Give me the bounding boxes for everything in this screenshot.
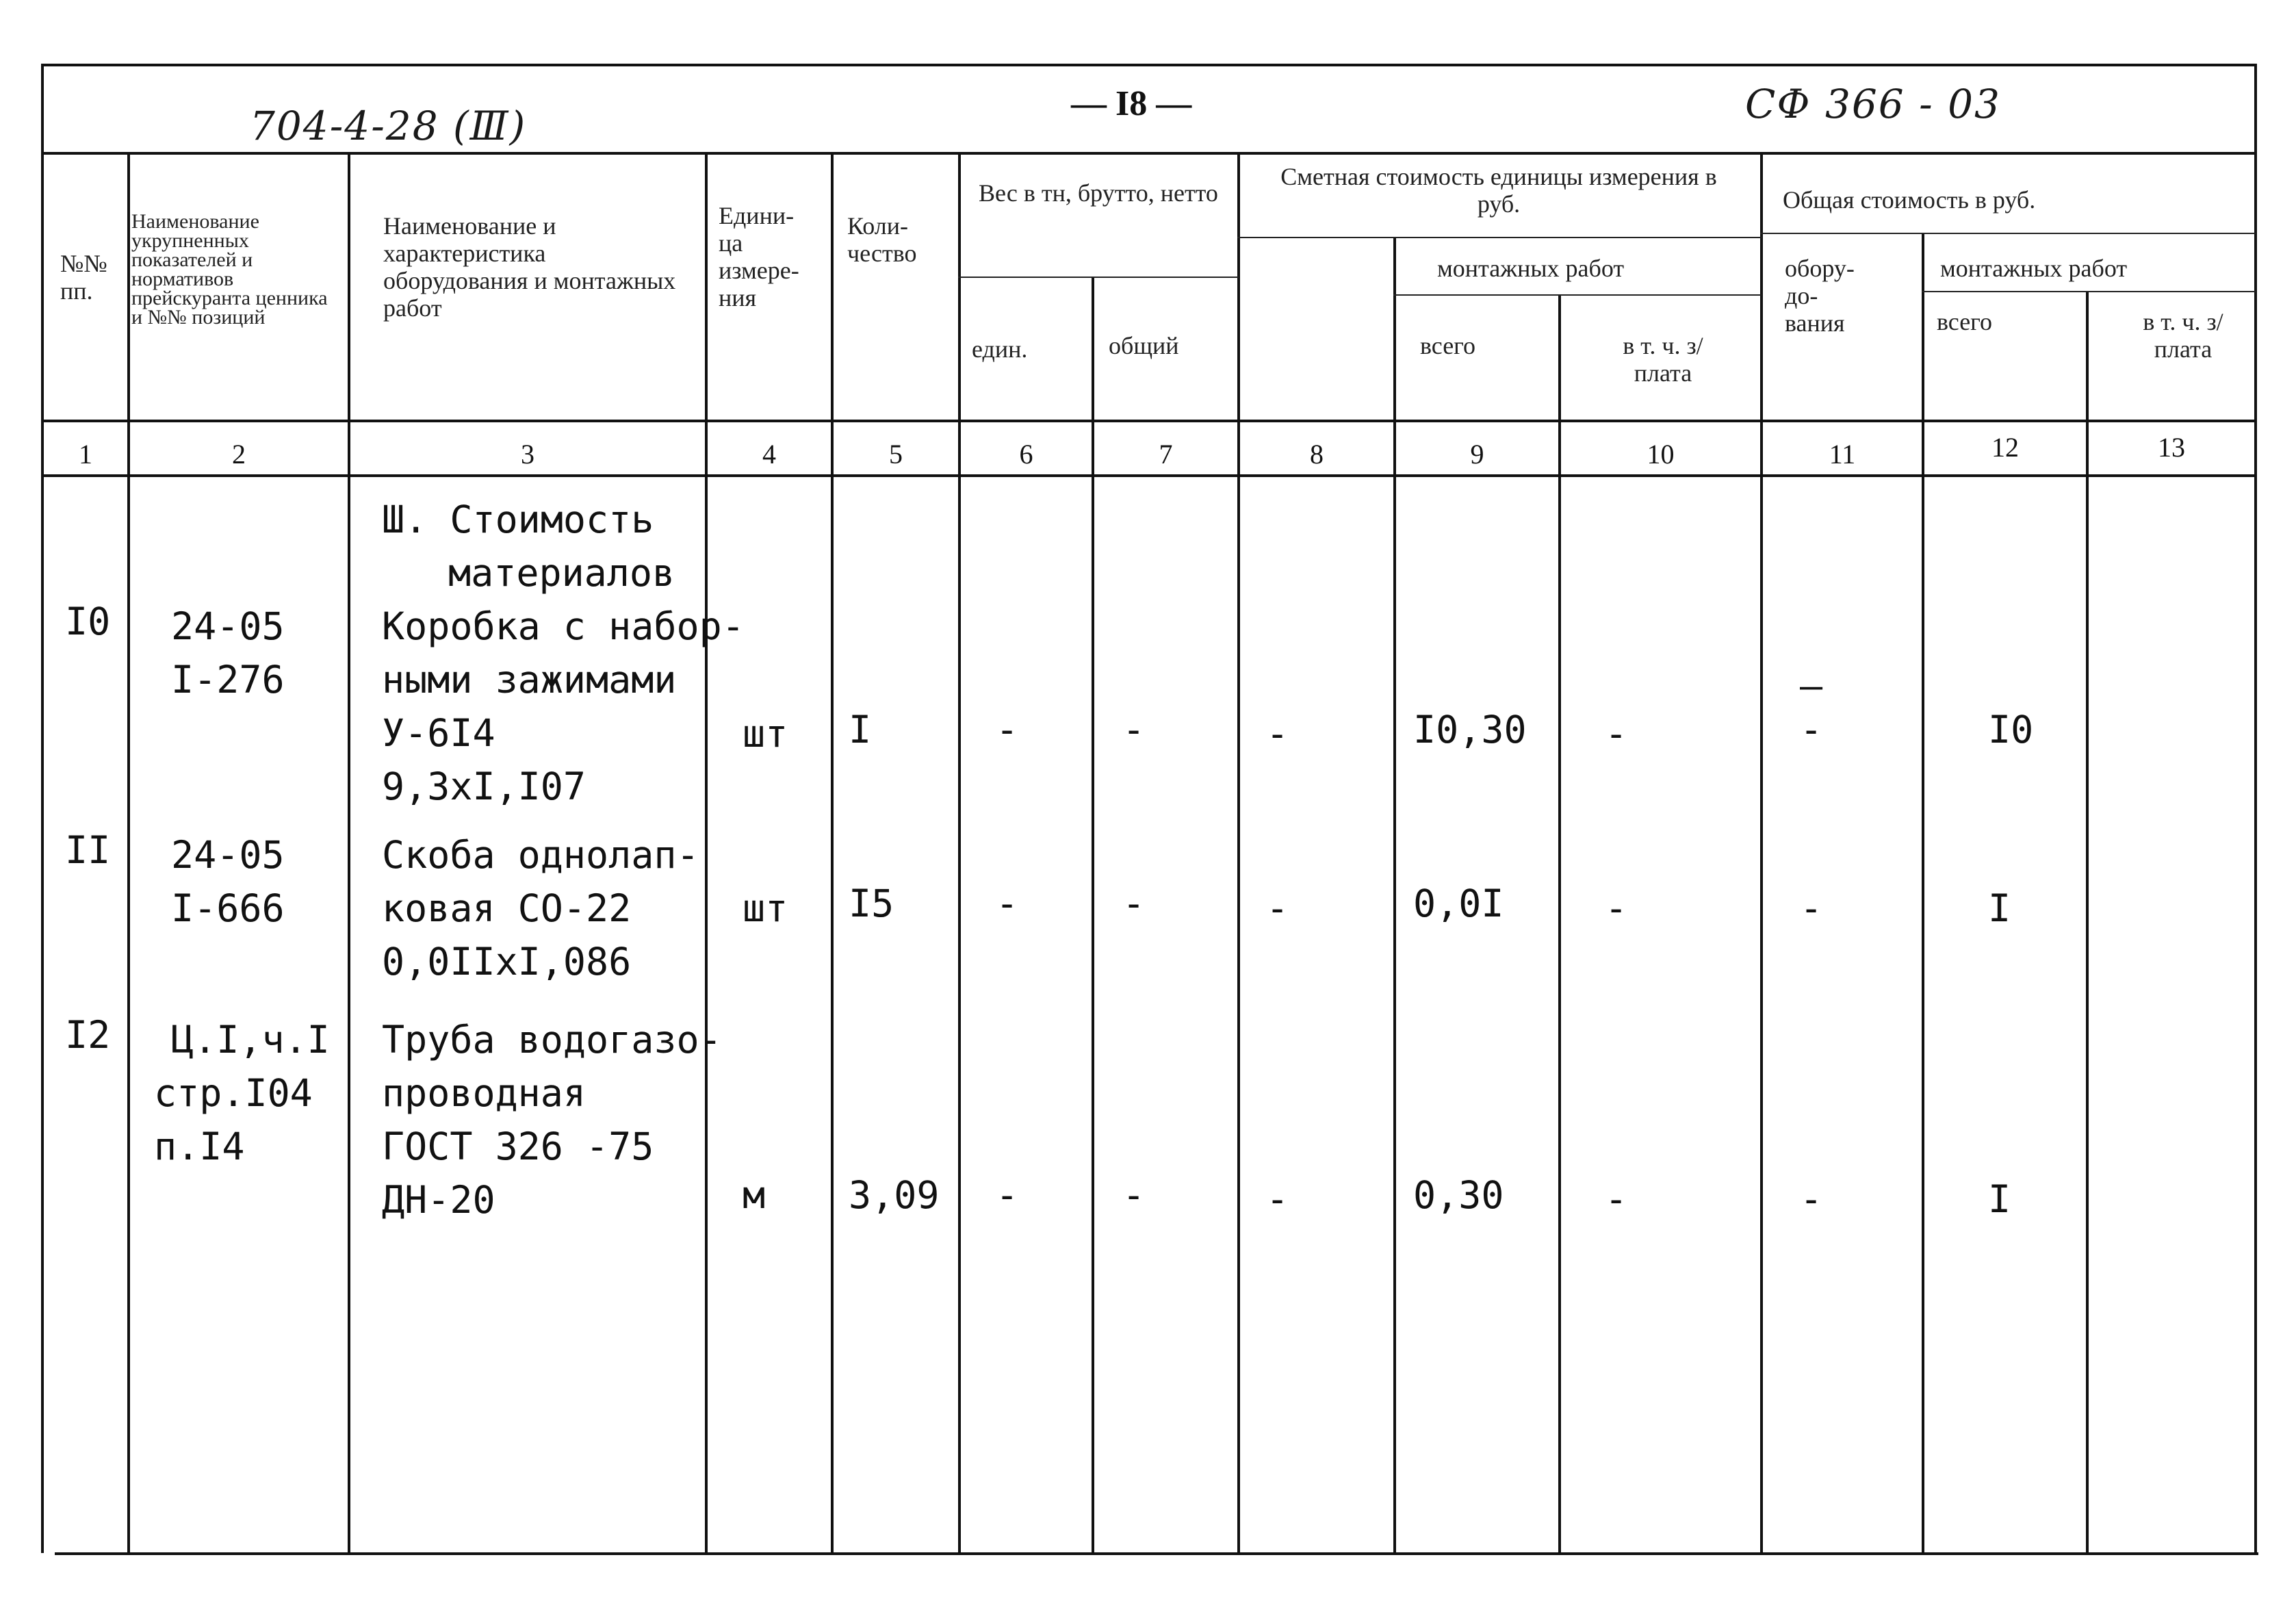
colnum-6: 6: [1019, 439, 1033, 470]
header-col-13: в т. ч. з/плата: [2143, 308, 2223, 363]
col-line-3: [705, 152, 708, 1552]
row-name-line-1: Скоба однолап-: [382, 833, 699, 877]
page-number: — I8 —: [1071, 84, 1192, 123]
colnum-3: 3: [521, 439, 534, 470]
frame-left: [41, 64, 44, 1553]
header-col-10: в т. ч. з/плата: [1623, 332, 1703, 387]
header-total-group: Общая стоимость в руб.: [1783, 186, 2036, 214]
row-name-line-2: ковая СО-22: [382, 886, 632, 930]
header-col-12: всего: [1937, 308, 1993, 335]
row-unit: м: [743, 1173, 766, 1217]
col-line-12: [2086, 291, 2089, 1552]
row-name-line-4: 9,3xI,I07: [382, 765, 586, 808]
header-cost-group: Сметная стоимость единицы измерения в руб.: [1280, 163, 1717, 218]
row-ref-line-2: I-276: [171, 658, 285, 702]
sheet-code: СФ 366 - 03: [1745, 81, 2001, 127]
colnum-4: 4: [762, 439, 776, 470]
cost-group-line: [1237, 237, 1762, 238]
row-col11: -: [1800, 1177, 1823, 1221]
row-col9: 0,0I: [1413, 882, 1504, 925]
row-col12: I0: [1988, 708, 2034, 752]
row-col10: -: [1605, 712, 1628, 756]
row-number: II: [65, 828, 111, 872]
row-col8: -: [1266, 1177, 1289, 1221]
row-qty: 3,09: [849, 1173, 940, 1217]
header-total-install-group: монтажных работ: [1940, 255, 2128, 282]
col-line-7: [1237, 152, 1240, 1552]
colnum-9: 9: [1470, 439, 1484, 470]
row-name-line-2: ными зажимами: [382, 658, 677, 702]
row-name-line-1: Коробка с набор-: [382, 604, 745, 648]
col-line-10: [1760, 152, 1763, 1552]
header-weight-group: Вес в тн, брутто, нетто: [979, 179, 1218, 207]
row-col11: -: [1800, 886, 1823, 930]
header-col-4: Едини-ца измере-ния: [719, 202, 799, 311]
col-line-8: [1393, 238, 1396, 1552]
row-col8: -: [1266, 712, 1289, 756]
colnum-8: 8: [1310, 439, 1324, 470]
row-ref-line-1: 24-05: [171, 833, 285, 877]
install-group-line: [1393, 294, 1762, 296]
row-unit: шт: [743, 886, 788, 930]
colnum-1: 1: [79, 439, 92, 470]
row-unit: шт: [743, 712, 788, 756]
total-install-line: [1922, 291, 2256, 292]
header-col-6: един.: [972, 335, 1028, 363]
colnum-10: 10: [1647, 439, 1675, 470]
row-weight-unit: -: [996, 882, 1019, 925]
row-name-line-3: ГОСТ 326 -75: [382, 1125, 654, 1168]
row-col9: I0,30: [1413, 708, 1527, 752]
row-weight-total: -: [1122, 882, 1146, 925]
colnum-bottom-border: [41, 474, 2257, 477]
frame-bottom: [55, 1552, 2258, 1555]
total-group-line: [1760, 233, 2256, 234]
row-name-line-3: 0,0IIxI,086: [382, 940, 632, 984]
row-ref-line-3: п.I4: [154, 1125, 245, 1168]
row-col12: I: [1988, 886, 2011, 930]
row-col11: -: [1800, 708, 1823, 752]
row-ref-line-2: стр.I04: [154, 1071, 313, 1115]
header-install-group: монтажных работ: [1437, 255, 1625, 282]
row-number: I2: [65, 1013, 111, 1057]
colnum-5: 5: [889, 439, 903, 470]
colnum-13: 13: [2158, 432, 2185, 463]
section-title-line-1: Ш. Стоимость: [382, 498, 654, 541]
header-col-2: Наименование укрупненных показателей и нормативов прейскуранта ценника и №№ позиций: [131, 210, 328, 329]
row-weight-total: -: [1122, 708, 1146, 752]
row-qty: I5: [849, 882, 894, 925]
col-line-5: [958, 152, 961, 1552]
colnum-12: 12: [1991, 432, 2019, 463]
row-weight-unit: -: [996, 708, 1019, 752]
header-col-1: №№ пп.: [60, 250, 107, 305]
col-line-4: [831, 152, 834, 1552]
row-ref-line-1: Ц.I,ч.I: [171, 1018, 330, 1062]
row-weight-unit: -: [996, 1173, 1019, 1217]
header-col-7: общий: [1109, 332, 1179, 359]
colnum-2: 2: [232, 439, 246, 470]
row-col12: I: [1988, 1177, 2011, 1221]
section-title-line-2: материалов: [448, 551, 675, 595]
row-name-line-3: У-6I4: [382, 711, 495, 755]
row-col8: -: [1266, 886, 1289, 930]
row-col11-mark: –: [1800, 664, 1823, 708]
colnum-7: 7: [1159, 439, 1173, 470]
header-col-3: Наименование и характеристика оборудования и монтажных работ: [383, 212, 676, 322]
row-qty: I: [849, 708, 872, 752]
doc-ref: 704-4-28 (Ⅲ): [250, 103, 527, 149]
header-col-9: всего: [1420, 332, 1476, 359]
row-number: I0: [65, 600, 111, 643]
row-col10: -: [1605, 1177, 1628, 1221]
header-col-11: обору-до-вания: [1785, 255, 1855, 337]
weight-group-line: [958, 277, 1239, 278]
col-line-1: [127, 152, 130, 1552]
row-col10: -: [1605, 886, 1628, 930]
frame-right: [2254, 64, 2257, 1553]
row-name-line-2: проводная: [382, 1071, 586, 1115]
row-col9: 0,30: [1413, 1173, 1504, 1217]
col-line-2: [348, 152, 350, 1552]
colnum-11: 11: [1829, 439, 1856, 470]
row-ref-line-2: I-666: [171, 886, 285, 930]
row-weight-total: -: [1122, 1173, 1146, 1217]
col-line-9: [1558, 294, 1561, 1552]
row-name-line-1: Труба водогазо-: [382, 1018, 722, 1062]
header-col-5: Коли-чество: [847, 212, 917, 267]
frame-top: [41, 64, 2257, 66]
header-bottom-border: [41, 420, 2257, 422]
row-name-line-4: ДН-20: [382, 1178, 495, 1222]
row-ref-line-1: 24-05: [171, 604, 285, 648]
top-strip-border: [41, 152, 2257, 155]
